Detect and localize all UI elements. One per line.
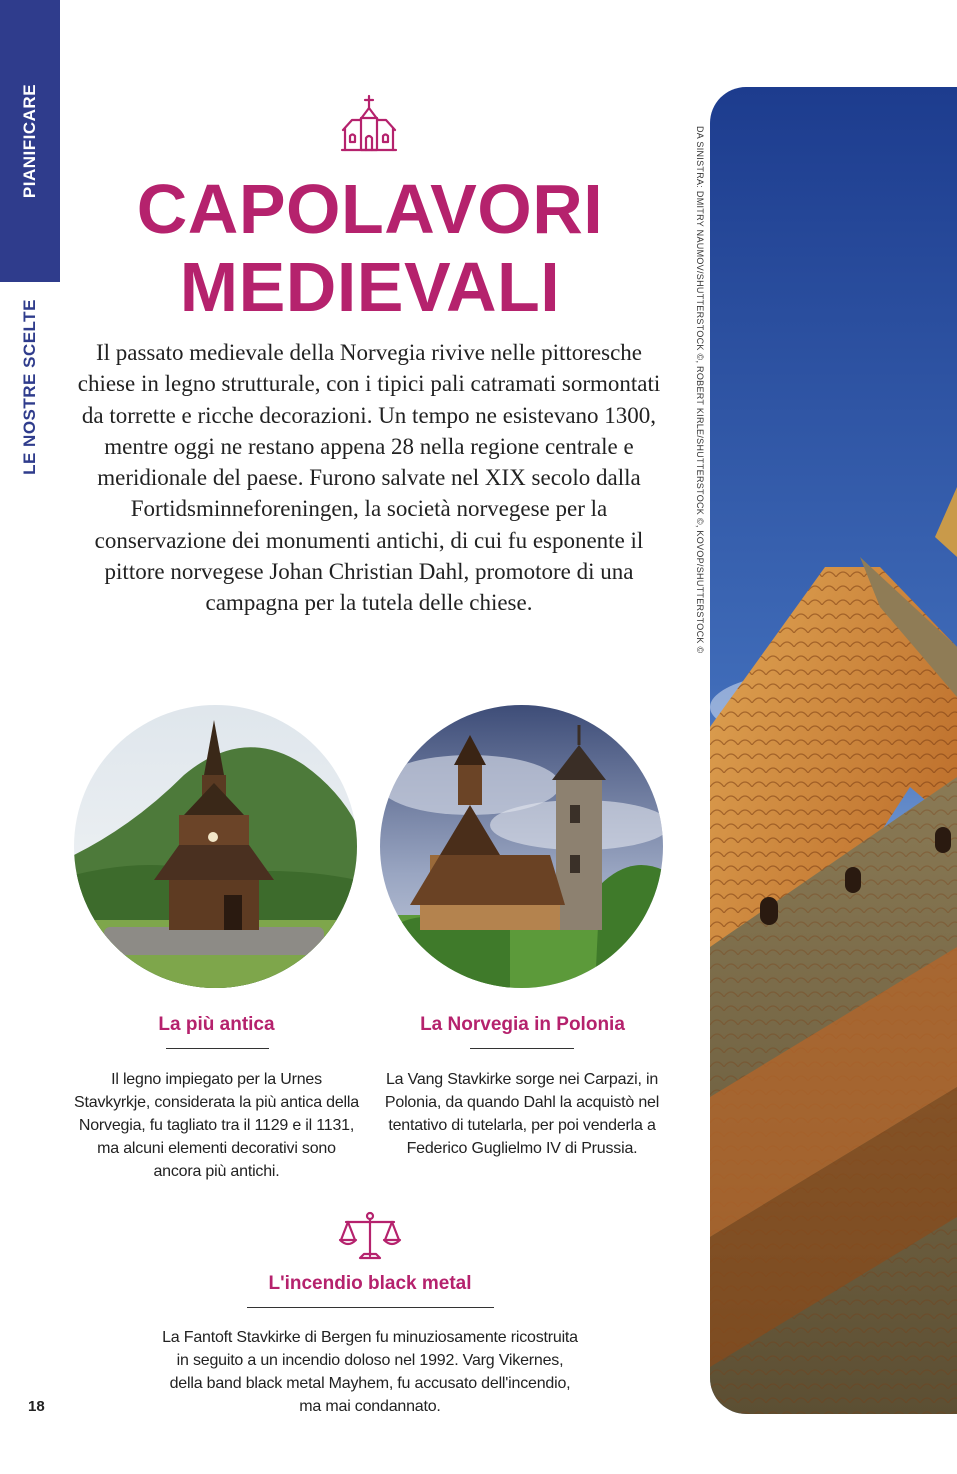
photo-credit <box>693 126 707 686</box>
vang-church-photo <box>380 705 663 988</box>
feature-divider <box>247 1307 494 1308</box>
feature-text-poland: La Vang Stavkirke sorge nei Carpazi, in Polonia, da quando Dahl la acquistò nel tentativo di tutelarla, per poi venderla a Federico Guglielmo IV di Prussia. <box>384 1071 660 1157</box>
feature-heading-fire: L'incendio black metal <box>268 1273 472 1294</box>
feature-divider <box>166 1048 269 1049</box>
feature-heading-poland: La Norvegia in Polonia <box>420 1014 625 1035</box>
page-title <box>80 170 660 326</box>
urnes-church-photo <box>74 705 357 988</box>
feature-text-fire: La Fantoft Stavkirke di Bergen fu minuziosamente ricostruita in seguito a un incendio doloso nel 1992. Varg Vikernes, della band black metal Mayhem, fu accusato dell'incendio, ma mai condannato. <box>162 1329 578 1415</box>
feature-divider <box>470 1048 574 1049</box>
page-number: 18 <box>28 1398 45 1415</box>
title-line-1: CAPOLAVORI <box>136 170 604 248</box>
photo-credit-text: DA SINISTRA: DMITRY NAUMOV/SHUTTERSTOCK ©, ROBERT KIRLE/SHUTTERSTOCK ©, KOVOP/SHUTTERSTOCK © <box>695 126 705 654</box>
feature-heading-oldest: La più antica <box>158 1014 275 1035</box>
subsection-label: LE NOSTRE SCELTE <box>20 299 39 475</box>
title-line-2: MEDIEVALI <box>179 248 561 326</box>
subsection-tab <box>0 282 60 492</box>
scales-icon <box>338 1210 402 1262</box>
feature-text-oldest: Il legno impiegato per la Urnes Stavkyrkje, considerata la più antica della Norvegia, fu tagliato tra il 1129 e il 1131, ma alcuni elementi decorativi sono ancora più antichi. <box>74 1071 359 1180</box>
church-icon <box>340 94 398 152</box>
intro-paragraph: Il passato medievale della Norvegia rivive nelle pittoresche chiese in legno strutturale, con i tipici pali catramati sormontati da torrette e ricche decorazioni. Un tempo ne esistevano 1300, mentre oggi ne restano appena 28 nella regione centrale e meridionale del paese. Furono salvate nel XIX secolo dalla Fortidsminneforeningen, la società norvegese per la conservazione dei monumenti antichi, di cui fu esponente il pittore norvegese Johan Christian Dahl, promotore di una campagna per la tutela delle chiese. <box>77 340 661 616</box>
stave-church-roof-photo <box>710 87 957 1414</box>
section-tab <box>0 0 60 282</box>
section-label: PIANIFICARE <box>20 83 39 199</box>
